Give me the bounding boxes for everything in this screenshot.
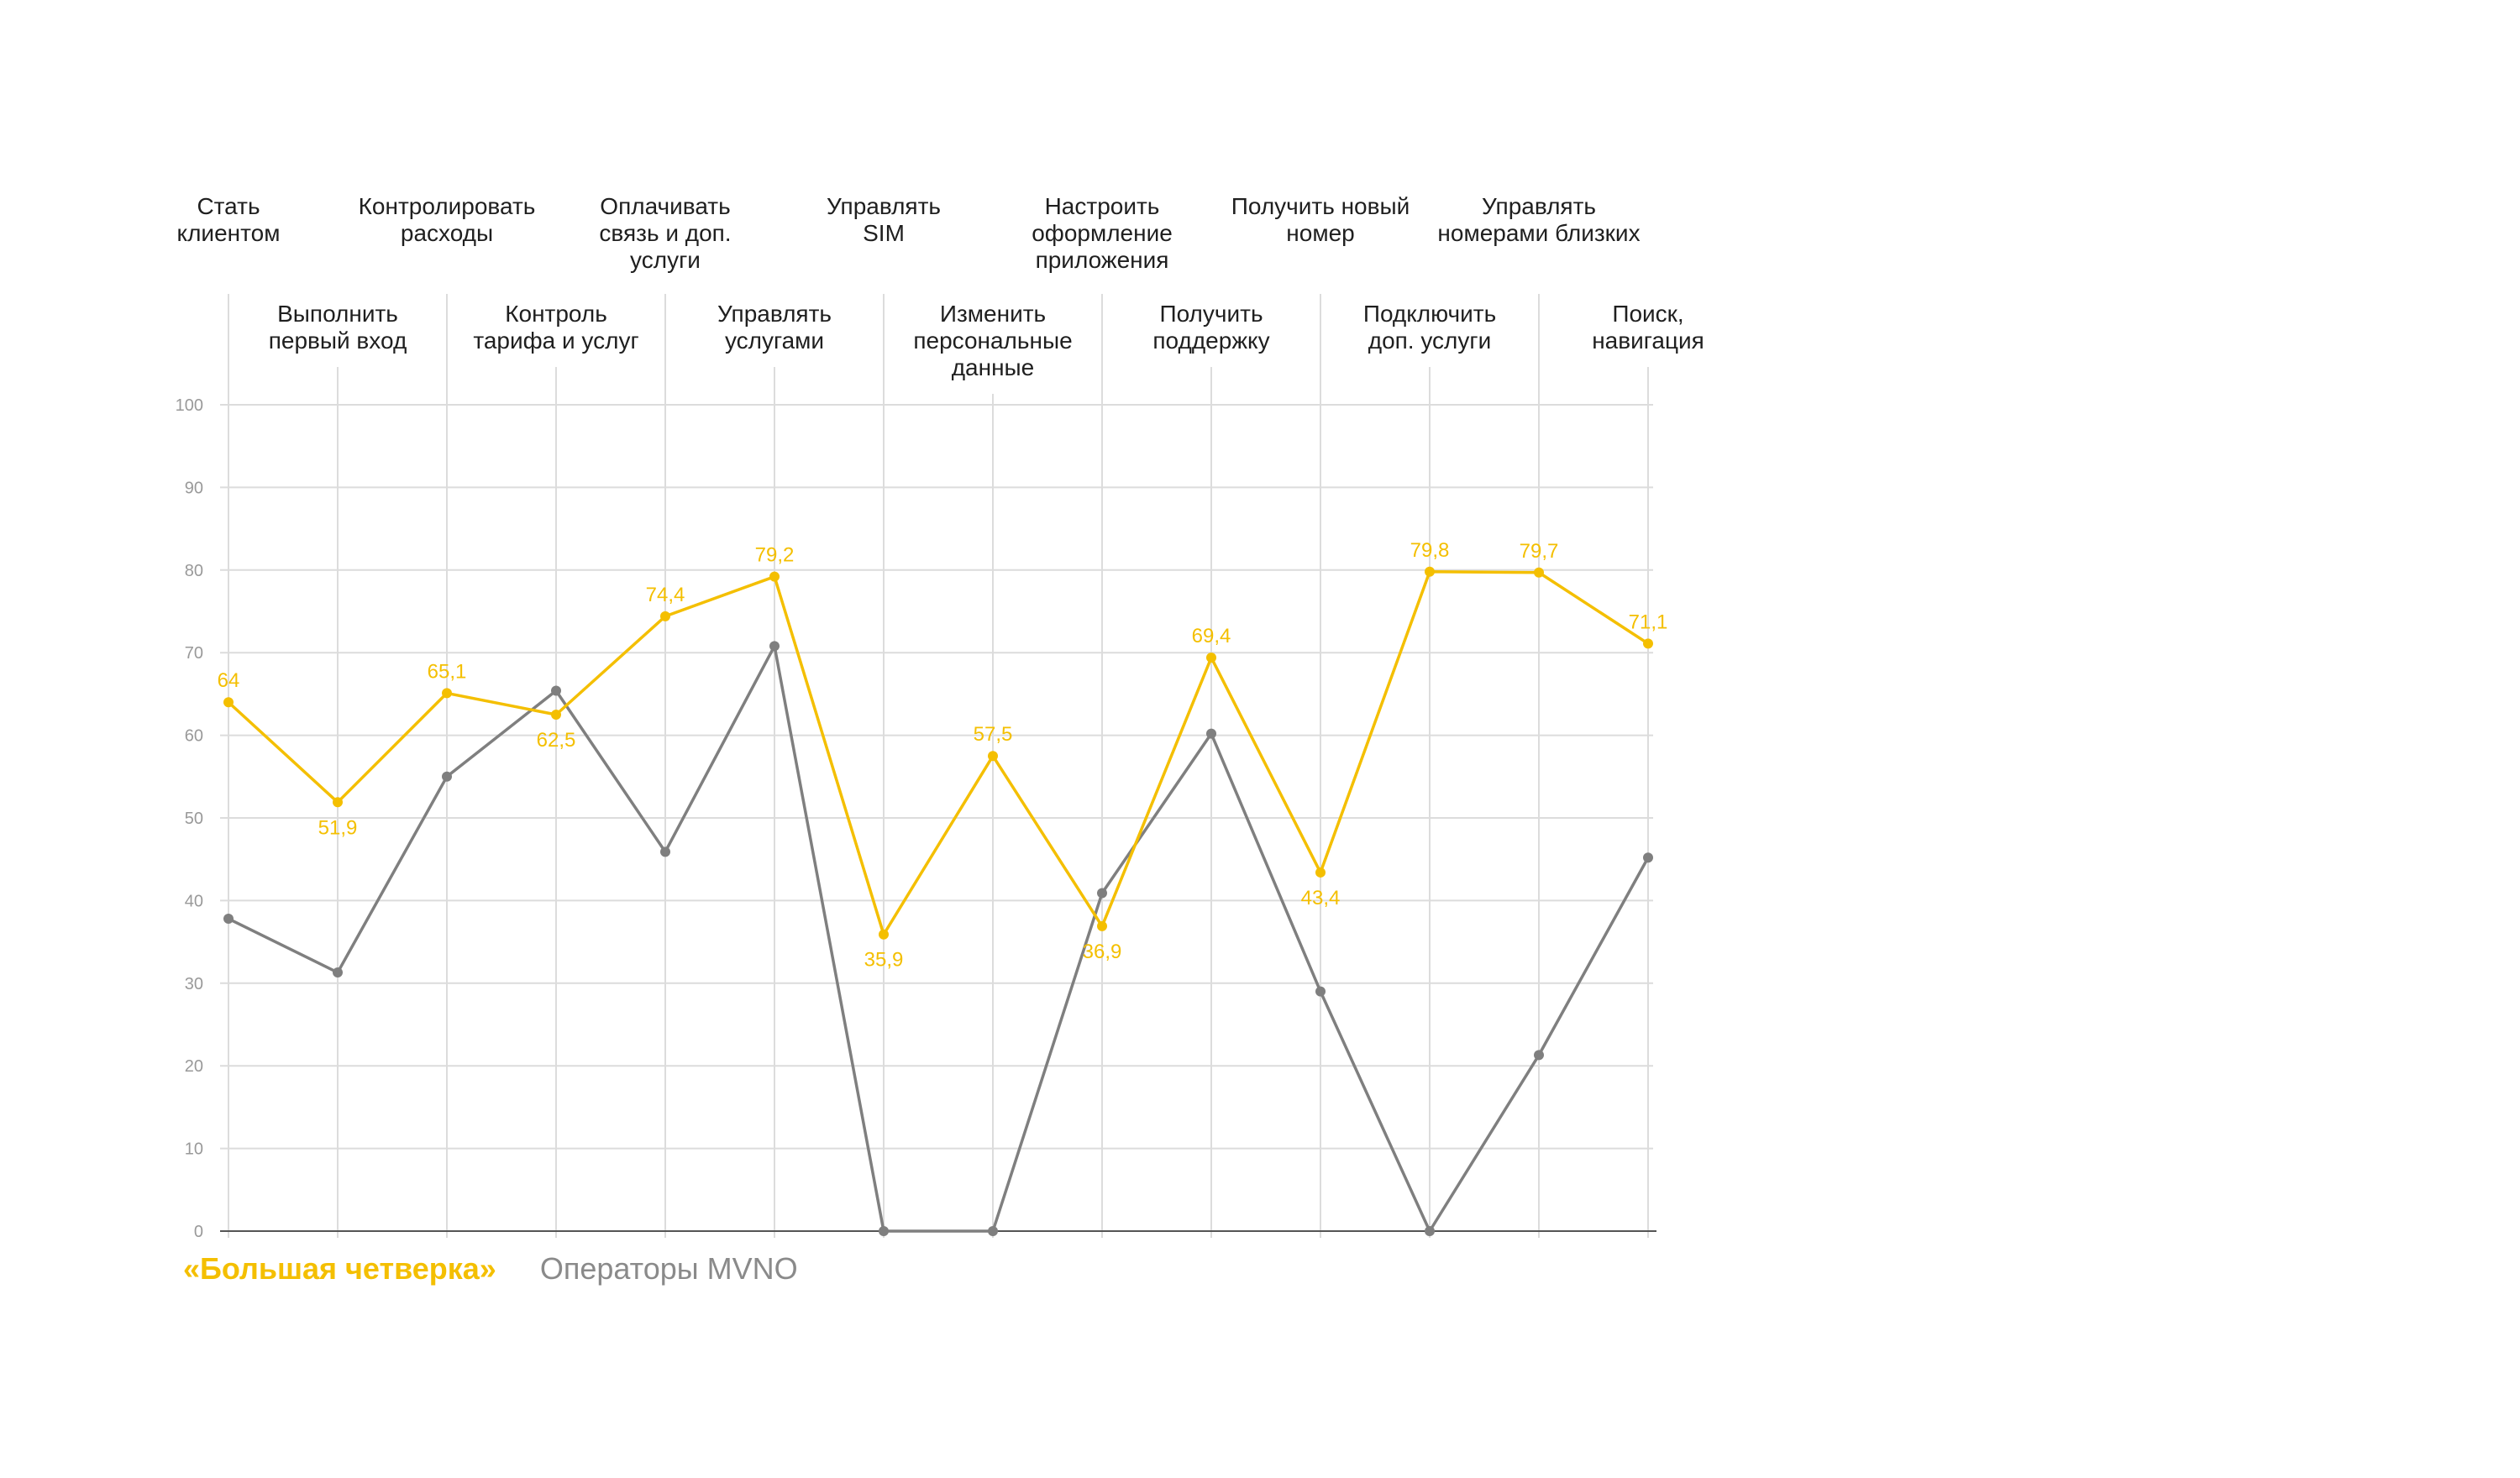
category-label: Изменить персональные данные [913, 301, 1073, 380]
y-tick-label: 100 [175, 396, 203, 415]
series-0-point [1425, 567, 1435, 577]
series-0-point [1097, 921, 1107, 931]
legend-item-mvno: Операторы MVNO [539, 1251, 798, 1286]
data-label: 79,8 [1410, 538, 1450, 562]
series-1-point [442, 772, 452, 782]
series-0-point [660, 611, 670, 621]
legend [183, 1251, 833, 1287]
series-0-point [442, 688, 452, 698]
category-labels [177, 193, 1704, 380]
data-label: 74,4 [645, 583, 685, 606]
y-tick-label: 40 [184, 892, 203, 911]
category-label: Управлять услугами [717, 301, 832, 354]
data-label: 43,4 [1300, 886, 1341, 909]
y-tick-label: 0 [193, 1223, 203, 1241]
data-label: 65,1 [427, 660, 467, 684]
category-label: Управлять SIM [827, 193, 941, 246]
y-tick-label: 20 [184, 1057, 203, 1077]
data-label: 62,5 [536, 729, 576, 752]
data-label: 57,5 [973, 723, 1013, 747]
series-0-point [1315, 867, 1326, 878]
y-axis-ticks [176, 396, 203, 1241]
data-label: 64 [217, 669, 240, 693]
series-0-point [1206, 653, 1216, 663]
series-1-point [879, 1226, 889, 1236]
y-tick-label: 80 [184, 561, 203, 580]
category-label: Стать клиентом [176, 193, 281, 246]
series-0-point [223, 697, 234, 707]
series-1-point [1315, 987, 1326, 997]
series-0-point [333, 797, 343, 807]
series-0-point [879, 930, 889, 940]
category-label: Получить новый номер [1231, 193, 1410, 246]
series-1-point [1534, 1050, 1544, 1060]
series-1-point [1425, 1226, 1435, 1236]
series-0-point [988, 751, 998, 761]
legend-item-big-four: «Большая четверка» [183, 1251, 496, 1286]
series-1-point [988, 1226, 998, 1236]
data-labels [218, 539, 1668, 972]
series-line-1 [228, 646, 1648, 1231]
y-tick-label: 60 [184, 726, 203, 746]
series-1-point [333, 967, 343, 977]
series-1-point [660, 846, 670, 857]
series-0-point [551, 710, 561, 720]
category-label: Контроль тарифа и услуг [473, 301, 639, 354]
category-label: Настроить оформление приложения [1032, 193, 1173, 273]
series-1-point [223, 914, 234, 924]
data-label: 36,9 [1082, 940, 1122, 963]
series-0-point [769, 572, 780, 582]
y-tick-label: 70 [184, 644, 203, 663]
data-label: 69,4 [1191, 625, 1231, 648]
series-line-0 [228, 572, 1648, 935]
grid [217, 294, 1656, 1238]
y-tick-label: 50 [184, 810, 203, 828]
series-1-point [769, 641, 780, 651]
series-1-point [1097, 888, 1107, 899]
y-tick-label: 30 [184, 974, 203, 993]
category-label: Подключить доп. услуги [1362, 301, 1497, 354]
y-tick-label: 90 [184, 479, 203, 498]
category-label: Поиск, навигация [1592, 301, 1704, 354]
series-1-point [1643, 852, 1653, 862]
data-label: 79,2 [754, 543, 795, 567]
category-label: Управлять номерами близких [1437, 193, 1641, 246]
category-label: Получить поддержку [1152, 301, 1270, 354]
series-0-point [1643, 638, 1653, 648]
data-label: 51,9 [318, 816, 358, 840]
data-label: 71,1 [1628, 611, 1668, 634]
series-0-point [1534, 568, 1544, 578]
data-label: 79,7 [1519, 539, 1559, 563]
y-tick-label: 10 [184, 1140, 203, 1159]
category-label: Контролировать расходы [358, 193, 536, 246]
category-label: Выполнить первый вход [268, 301, 407, 354]
series-1-point [551, 685, 561, 695]
data-label: 35,9 [864, 948, 904, 972]
category-label: Оплачивать связь и доп. услуги [599, 193, 732, 273]
series-1-point [1206, 729, 1216, 739]
